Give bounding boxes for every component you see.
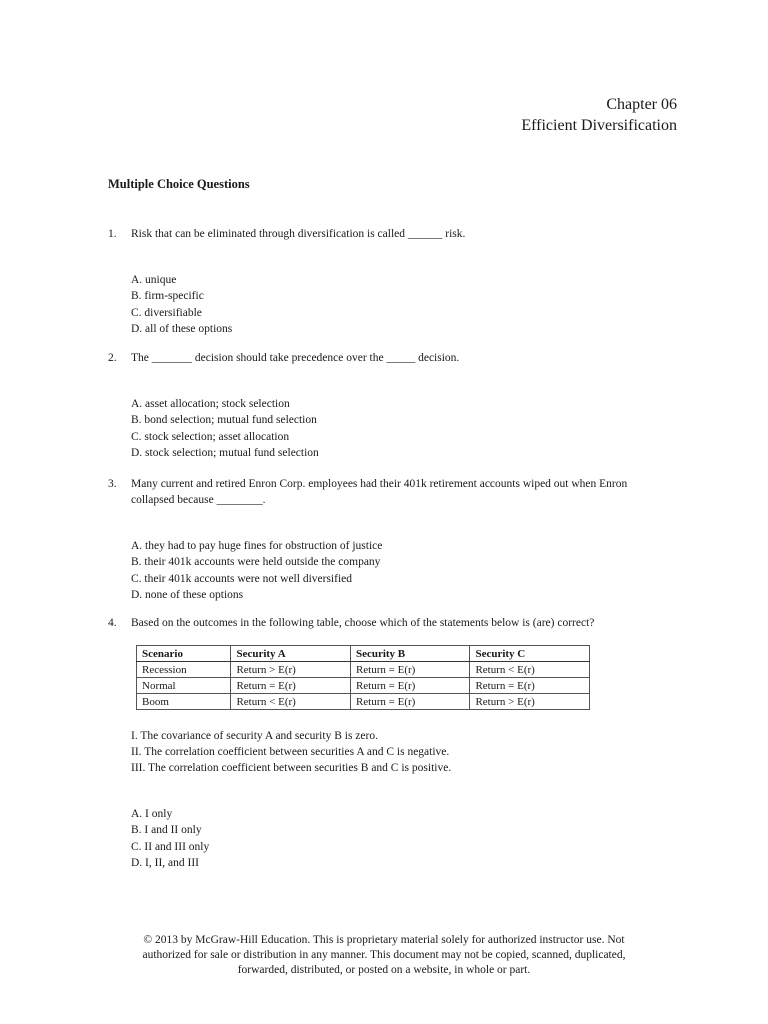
statement: I. The covariance of security A and security B is zero.	[131, 730, 378, 742]
question-text: The _______ decision should take precedence over the _____ decision.	[131, 352, 460, 364]
footer-line: authorized for sale or distribution in any manner. This document may not be copied, scanned, duplicated,	[142, 949, 626, 961]
answer-option: A. unique	[131, 274, 177, 286]
table-row	[137, 662, 590, 678]
answer-options	[131, 806, 209, 871]
footer-line: forwarded, distributed, or posted on a website, in whole or part.	[237, 964, 531, 976]
question-text: Based on the outcomes in the following table, choose which of the statements below is (are) correct?	[131, 617, 595, 629]
section-title: Multiple Choice Questions	[108, 177, 250, 191]
answer-option: A. asset allocation; stock selection	[131, 398, 290, 410]
question-number: 3.	[108, 478, 117, 490]
table-cell: Normal	[137, 678, 231, 694]
table-cell: Recession	[137, 662, 231, 678]
answer-option: D. all of these options	[131, 322, 233, 335]
table-cell: Return = E(r)	[470, 678, 590, 694]
question-number: 4.	[108, 617, 117, 629]
table-cell: Return > E(r)	[470, 694, 590, 710]
chapter-heading	[521, 94, 677, 136]
table-header-cell: Security B	[350, 646, 470, 662]
answer-option: B. firm-specific	[131, 290, 204, 303]
answer-option: C. II and III only	[131, 840, 210, 853]
answer-option: A. they had to pay huge fines for obstruction of justice	[131, 540, 383, 552]
answer-option: B. bond selection; mutual fund selection	[131, 414, 317, 427]
table-cell: Return = E(r)	[350, 678, 470, 694]
question-number: 1.	[108, 228, 117, 240]
question-number: 2.	[108, 352, 117, 364]
table-cell: Return > E(r)	[231, 662, 351, 678]
answer-options	[131, 538, 382, 603]
answer-option: A. I only	[131, 808, 173, 820]
chapter-number: Chapter 06	[606, 96, 677, 113]
question-text	[131, 476, 671, 508]
statement: II. The correlation coefficient between securities A and C is negative.	[131, 746, 450, 758]
table-cell: Return = E(r)	[231, 678, 351, 694]
table-row	[137, 678, 590, 694]
statement: III. The correlation coefficient between securities B and C is positive.	[131, 762, 452, 774]
table-cell: Return = E(r)	[350, 694, 470, 710]
answer-option: B. I and II only	[131, 824, 202, 837]
answer-options	[131, 396, 319, 461]
answer-option: C. stock selection; asset allocation	[131, 430, 290, 443]
question-text-line: Many current and retired Enron Corp. employees had their 401k retirement accounts wiped out when Enron	[131, 478, 628, 490]
answer-option: D. none of these options	[131, 588, 244, 601]
answer-option: C. diversifiable	[131, 306, 202, 319]
table-header-cell: Security C	[470, 646, 590, 662]
table-header-row	[137, 646, 590, 662]
chapter-title: Efficient Diversification	[521, 117, 677, 134]
answer-option: D. I, II, and III	[131, 856, 200, 869]
answer-option: C. their 401k accounts were not well diversified	[131, 572, 352, 585]
table-header-cell: Security A	[231, 646, 351, 662]
table-cell: Return < E(r)	[231, 694, 351, 710]
table-header-cell: Scenario	[137, 646, 231, 662]
copyright-footer	[100, 933, 668, 978]
table-cell: Boom	[137, 694, 231, 710]
question-text: Risk that can be eliminated through diversification is called ______ risk.	[131, 228, 466, 240]
answer-option: B. their 401k accounts were held outside the company	[131, 556, 381, 569]
scenario-table	[136, 645, 590, 710]
answer-option: D. stock selection; mutual fund selection	[131, 446, 319, 459]
question-text-line: collapsed because ________.	[131, 494, 266, 506]
table-row	[137, 694, 590, 710]
statements	[131, 728, 451, 776]
answer-options	[131, 272, 232, 337]
table-cell: Return = E(r)	[350, 662, 470, 678]
footer-line: © 2013 by McGraw-Hill Education. This is proprietary material solely for authorized instructor use. Not	[143, 934, 625, 946]
table-cell: Return < E(r)	[470, 662, 590, 678]
